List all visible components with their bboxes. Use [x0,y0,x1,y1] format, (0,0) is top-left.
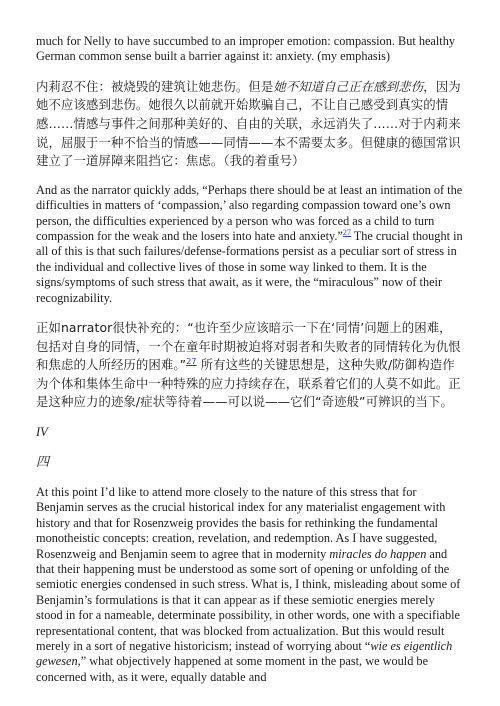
paragraph-text: ，因为她不应该感到悲伤。她很久以前就开始欺骗自己，不让自己感受到真实的情感……情感与事件之间那种美好的、自由的关联，永远消失了……对于内莉来说，屈服于一种不恰当的情感——同情——本不需要太多。但健康的德国常识建立了一道屏障来阻挡它：焦虑。（我的着重号） [36,78,461,169]
paragraph-english-2 [36,183,464,306]
emphasis-text: 她不知道自己正在感到悲伤 [273,78,424,94]
paragraph-english-3 [36,485,464,685]
document-page [36,34,464,698]
paragraph-text: ,” what objectively happened at some moment in the past, we would be concerned with, as it were, equally datable and [36,654,429,684]
paragraph-text: And as the narrator quickly adds, “Perhaps there should be at least an intimation of the difficulties in matters of ‘compassion,’ also regarding compassion toward one’s own person, the difficulties experienced by a person who was forced as a child to turn compassion for the weak and the losers into hate and anxiety.” [36,182,463,243]
section-heading-english: IV [36,425,48,439]
paragraph-text: At this point I’d like to attend more closely to the nature of this stress that for Benjamin serves as the crucial historical index for any materialist engagement with history and that for Rosenzweig provides the basis for rethinking the fundamental monotheistic concepts: creation, revelation, and redemption. As I have suggested, Rosenzweig and Benjamin seem to agree that in modernity [36,485,446,561]
paragraph-text: 所有这些的关键思想是，这种失败/防御构造作为个体和集体生命中一种特殊的应力持续存在，联系着它们的人莫不如此。正是这种应力的迹象/症状等待着——可以说——它们“奇迹般”可辨识的当下。 [36,357,461,410]
emphasis-text: wie es eigentlich gewesen [36,639,453,669]
paragraph-chinese-1 [36,78,464,171]
paragraph-text: much for Nelly to have succumbed to an improper emotion: compassion. But healthy German common sense built a barrier against it: anxiety. (my emphasis) [36,34,456,64]
paragraph-text: and that their happening must be understood as some sort of opening or unfolding of the semiotic energies condensed in such stress. What is, I think, misleading about some of Benjamin’s formulations is that it can appear as if these semiotic energies merely stood in for a nameable, determinate possibility, in other words, one with a specifiable representational content, that was blocked from actualization. But this would result merely in a sort of negative historicism; instead of worrying about “ [36,546,461,654]
footnote-link[interactable]: 27 [186,357,197,367]
emphasis-text: miracles do happen [329,546,427,561]
paragraph-english-1 [36,34,464,65]
section-heading-chinese: 四 [36,455,50,470]
paragraph-text: 内莉忍不住：被烧毁的建筑让她悲伤。但是 [36,78,274,94]
paragraph-chinese-2 [36,319,464,412]
footnote-link[interactable]: 27 [342,227,351,237]
paragraph-text: 正如narrator很快补充的：“也许至少应该暗示一下在‘同情’问题上的困难，包括对自身的同情，一个在童年时期被迫将对弱者和失败者的同情转化为仇恨和焦虑的人所经历的困难。” [36,320,461,373]
paragraph-text: The crucial thought in all of this is that such failures/defense-formations persist as a peculiar sort of stress in the individual and collective lives of those in some way linked to them. It is the signs/symptoms of such stress that await, as it were, the “miraculous” now of their recognizability. [36,229,463,305]
